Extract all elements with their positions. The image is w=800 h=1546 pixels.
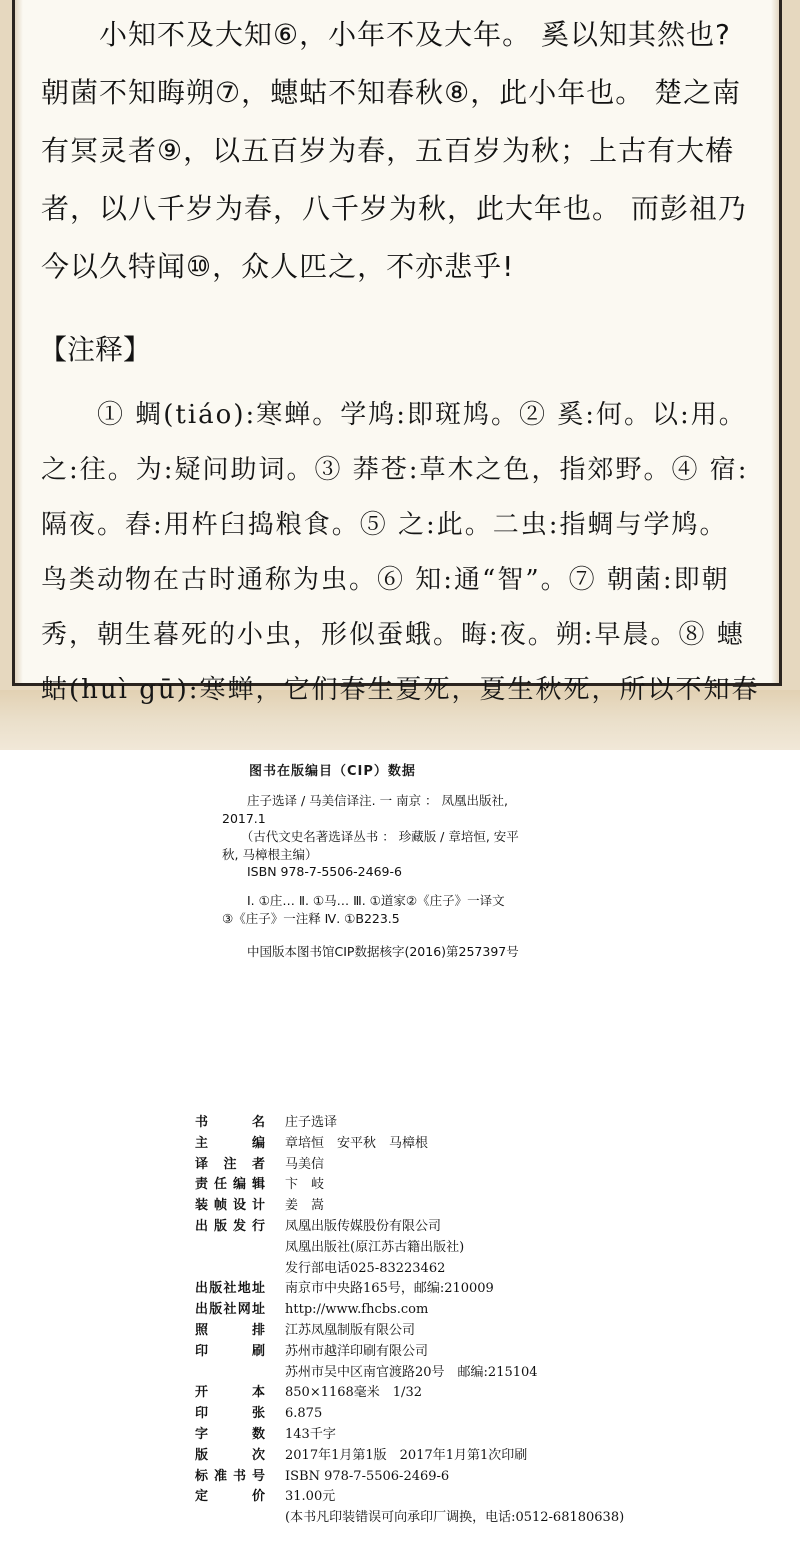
colophon-label: 字 数 (195, 1426, 265, 1442)
colophon-label: 印 张 (195, 1406, 265, 1422)
colophon-label: 印 刷 (195, 1343, 265, 1359)
colophon-row (195, 1446, 755, 1467)
passage-line: 朝菌不知晦朔⑦，蟪蛄不知春秋⑧，此小年也。 楚之南 (41, 76, 742, 109)
colophon-row (195, 1217, 755, 1238)
colophon-value: 卞 岐 (285, 1177, 325, 1193)
colophon-row (195, 1113, 755, 1134)
colophon-row (195, 1155, 755, 1176)
colophon-label: 装 帧 设 计 (195, 1198, 265, 1214)
note-line: 蛄(huì gū):寒蝉，它们春生夏死，夏生秋死，所以不知春 (41, 675, 760, 705)
notes-heading: 【注释】 (39, 333, 152, 366)
passage-line: 有冥灵者⑨，以五百岁为春，五百岁为秋；上古有大椿 (41, 134, 735, 167)
frame-shade-left (15, 0, 23, 683)
colophon-value: 2017年1月第1版 2017年1月第1次印刷 (285, 1447, 528, 1463)
note-line: 秀，朝生暮死的小虫，形似蚕蛾。晦:夜。朔:早晨。⑧ 蟪 (41, 620, 745, 650)
colophon-value: 31.00元 (285, 1489, 336, 1505)
colophon-value: http://www.fhcbs.com (285, 1302, 429, 1318)
cip-line: Ⅰ. ①庄… Ⅱ. ①马… Ⅲ. ①道家②《庄子》一译文 (222, 893, 505, 908)
colophon-label (195, 1259, 265, 1280)
passage-line: 小知不及大知⑥，小年不及大年。 奚以知其然也? (41, 18, 731, 51)
colophon-table (195, 1113, 755, 1529)
colophon-value: 庄子选译 (285, 1115, 338, 1130)
colophon-value: 850×1168毫米 1/32 (285, 1385, 422, 1401)
colophon-row (195, 1425, 755, 1446)
colophon-label: 书 名 (195, 1115, 265, 1130)
colophon-label: 出 版 社 地 址 (195, 1281, 265, 1297)
cip-line: （古代文史名著选译丛书 ： 珍藏版 / 章培恒, 安平 (222, 829, 519, 844)
colophon-label: 开 本 (195, 1385, 265, 1401)
colophon-value: 苏州市越洋印刷有限公司 (285, 1343, 429, 1359)
colophon-value: 江苏凤凰制版有限公司 (285, 1322, 416, 1338)
colophon-row (195, 1467, 755, 1488)
colophon-value: 章培恒 安平秋 马樟根 (285, 1135, 429, 1151)
colophon-value: 凤凰出版传媒股份有限公司 (285, 1218, 442, 1234)
colophon-label: 出 版 发 行 (195, 1218, 265, 1234)
colophon-label (195, 1508, 265, 1529)
cip-line: 2017.1 (222, 811, 266, 826)
colophon-value: 6.875 (285, 1406, 323, 1422)
cip-line: 中国版本图书馆CIP数据核字(2016)第257397号 (222, 944, 519, 959)
passage-line: 今以久特闻⑩，众人匹之，不亦悲乎! (41, 250, 515, 283)
main-passage (41, 6, 771, 296)
colophon-value: (本书凡印装错误可向承印厂调换，电话:0512-68180638) (285, 1510, 625, 1526)
colophon-value: 发行部电话025-83223462 (285, 1260, 446, 1276)
colophon-label: 责 任 编 辑 (195, 1177, 265, 1193)
note-line: 鸟类动物在古时通称为虫。⑥ 知:通“智”。⑦ 朝菌:即朝 (41, 565, 730, 595)
cip-line: ISBN 978-7-5506-2469-6 (222, 864, 402, 879)
colophon-value: 马美信 (285, 1156, 325, 1172)
note-line: 隔夜。舂:用杵臼捣粮食。⑤ 之:此。二虫:指蜩与学鸠。 (41, 510, 728, 540)
cip-title: 图书在版编目（CIP）数据 (249, 764, 416, 779)
colophon-label: 标 准 书 号 (195, 1468, 265, 1484)
colophon-row (195, 1279, 755, 1300)
colophon-label (195, 1238, 265, 1259)
scanned-page (0, 0, 800, 750)
colophon-label (195, 1363, 265, 1384)
colophon-label: 主 编 (195, 1135, 265, 1151)
colophon-label: 照 排 (195, 1322, 265, 1338)
text-frame (12, 0, 782, 705)
colophon-row (195, 1487, 755, 1508)
notes-body (41, 388, 786, 718)
colophon-row (195, 1342, 755, 1363)
colophon-value: 143千字 (285, 1426, 336, 1442)
colophon-row (195, 1508, 755, 1529)
colophon-row (195, 1383, 755, 1404)
note-line: 之:往。为:疑问助词。③ 莽苍:草木之色，指郊野。④ 宿: (41, 455, 749, 485)
passage-line: 者，以八千岁为春，八千岁为秋，此大年也。 而彭祖乃 (41, 192, 747, 225)
colophon-row (195, 1300, 755, 1321)
colophon-row (195, 1196, 755, 1217)
colophon-row (195, 1175, 755, 1196)
colophon-value: 凤凰出版社(原江苏古籍出版社) (285, 1239, 465, 1255)
cip-line: ③《庄子》一注释 Ⅳ. ①B223.5 (222, 911, 400, 926)
colophon-value: ISBN 978-7-5506-2469-6 (285, 1468, 450, 1484)
colophon-row (195, 1363, 755, 1384)
colophon-value: 苏州市吴中区南官渡路20号 邮编:215104 (285, 1364, 538, 1380)
colophon-row (195, 1321, 755, 1342)
colophon-label: 译 注 者 (195, 1156, 265, 1172)
colophon-label: 定 价 (195, 1489, 265, 1505)
note-line: ① 蜩(tiáo):寒蝉。学鸠:即斑鸠。② 奚:何。以:用。 (41, 400, 747, 430)
colophon-row (195, 1134, 755, 1155)
colophon-row (195, 1259, 755, 1280)
colophon-value: 南京市中央路165号，邮编:210009 (285, 1281, 494, 1297)
colophon-value: 姜 嵩 (285, 1198, 325, 1214)
cip-line: 庄子选译 / 马美信译注. 一 南京 ： 凤凰出版社, (222, 793, 508, 808)
colophon-row (195, 1238, 755, 1259)
colophon-label: 出 版 社 网 址 (195, 1302, 265, 1318)
colophon-label: 版 次 (195, 1447, 265, 1463)
colophon-row (195, 1404, 755, 1425)
cip-line: 秋, 马樟根主编） (222, 847, 318, 862)
